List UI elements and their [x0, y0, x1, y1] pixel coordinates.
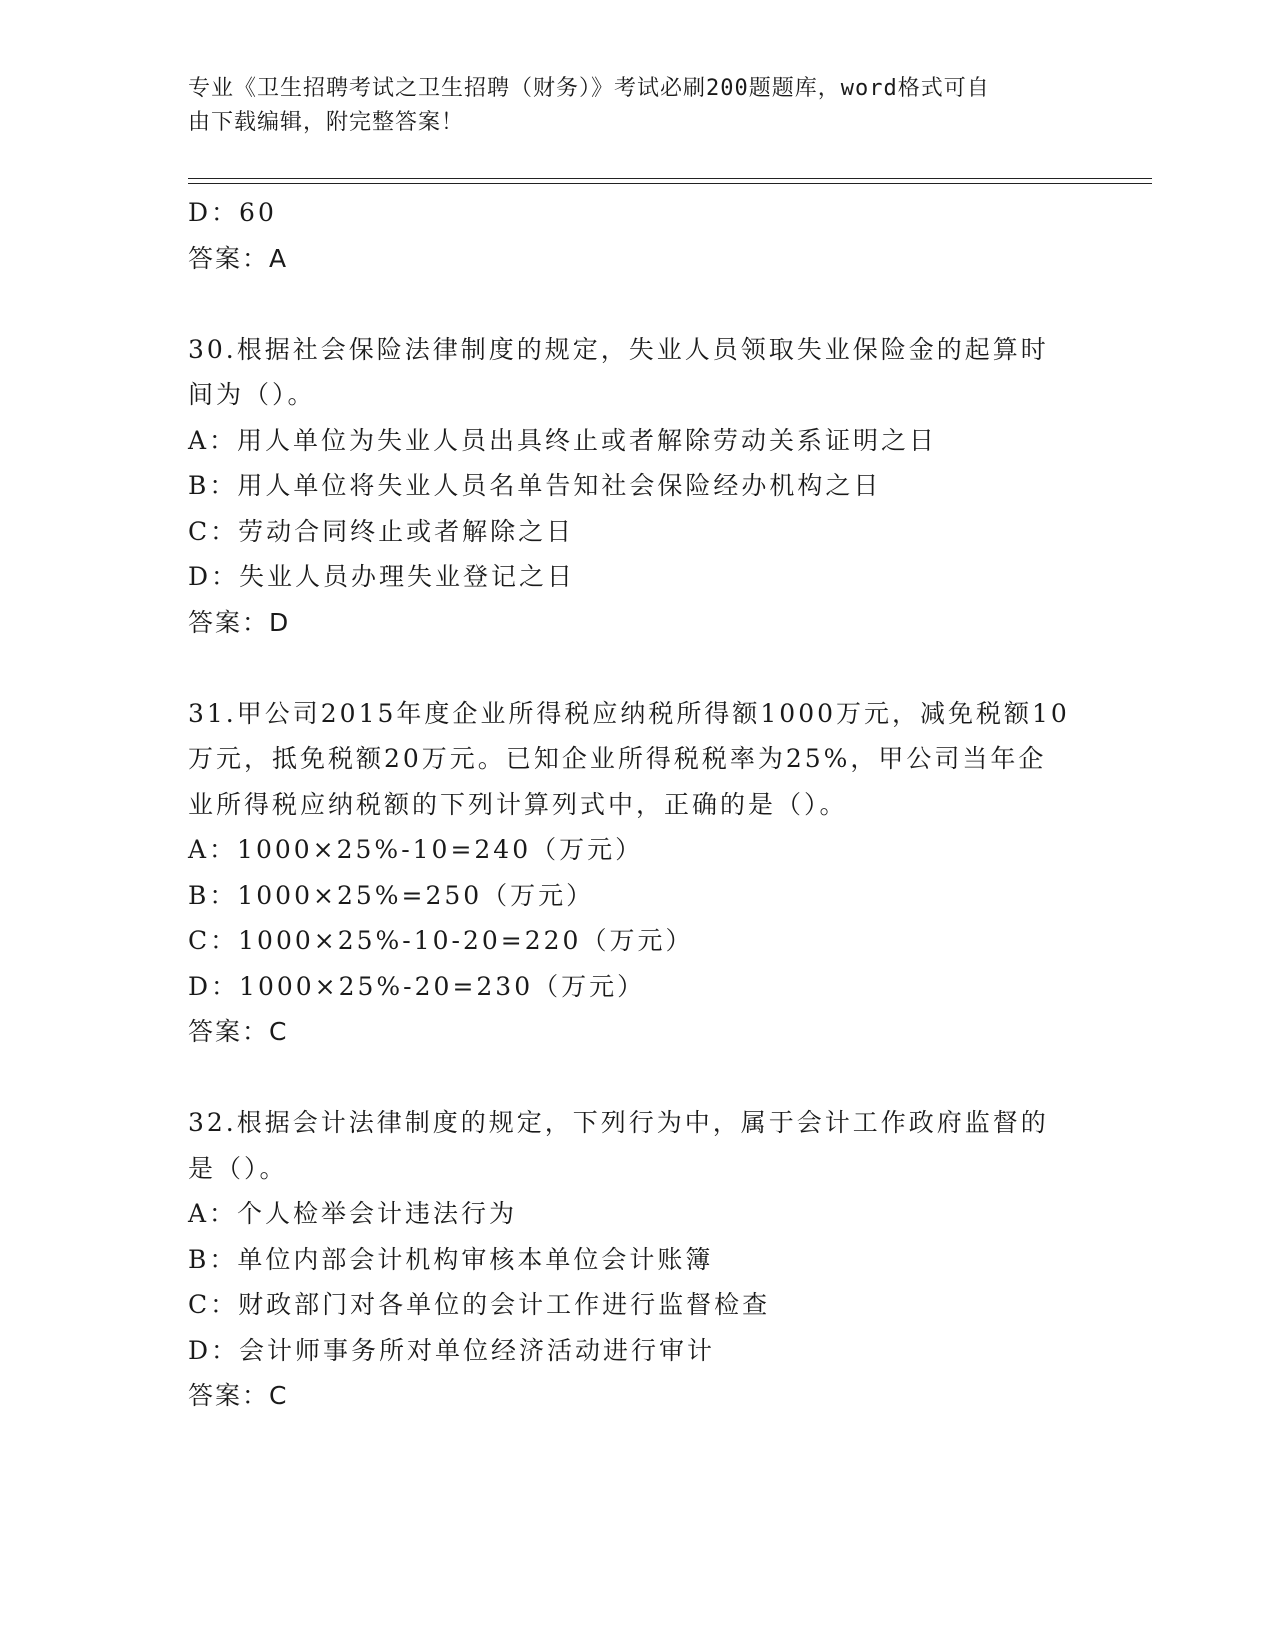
spacer: [188, 1055, 1088, 1101]
option-d: D：失业人员办理失业登记之日: [188, 562, 576, 591]
question-text-line: 31.甲公司2015年度企业所得税应纳税所得额1000万元，减免税额10: [188, 698, 1070, 728]
option-d: D：会计师事务所对单位经济活动进行审计: [188, 1335, 716, 1365]
question-text-line: 业所得税应纳税额的下列计算列式中，正确的是（）。: [188, 789, 848, 819]
answer-line: 答案：A: [188, 243, 289, 273]
question-30: [188, 327, 1088, 646]
answer-line: 答案：C: [188, 1017, 289, 1046]
option-b: B：1000×25%=250（万元）: [188, 880, 595, 910]
header-line-1: 专业《卫生招聘考试之卫生招聘（财务）》考试必刷200题题库，word格式可自: [188, 76, 990, 101]
spacer: [188, 281, 1088, 327]
question-31: [188, 691, 1088, 1055]
previous-question-tail: [188, 190, 1088, 281]
question-text-line: 万元，抵免税额20万元。已知企业所得税税率为25%，甲公司当年企: [188, 744, 1047, 773]
answer-line: 答案：C: [188, 1381, 289, 1410]
option-a: A：用人单位为失业人员出具终止或者解除劳动关系证明之日: [188, 425, 938, 455]
option-a: A：个人检举会计违法行为: [188, 1199, 518, 1228]
question-32: [188, 1100, 1088, 1419]
spacer: [188, 645, 1088, 691]
question-text-line: 30.根据社会保险法律制度的规定，失业人员领取失业保险金的起算时: [188, 334, 1049, 364]
option-b: B：单位内部会计机构审核本单位会计账簿: [188, 1244, 714, 1274]
option-c: C：财政部门对各单位的会计工作进行监督检查: [188, 1290, 771, 1319]
answer-line: 答案：D: [188, 607, 291, 637]
option-c: C：劳动合同终止或者解除之日: [188, 516, 575, 546]
header-divider-top: [188, 178, 1152, 179]
header-line-2: 由下载编辑，附完整答案！: [188, 110, 465, 135]
option-c: C：1000×25%-10-20=220（万元）: [188, 926, 694, 955]
option-b: B：用人单位将失业人员名单告知社会保险经办机构之日: [188, 471, 882, 500]
option-d: D：60: [188, 198, 277, 227]
question-text-line: 32.根据会计法律制度的规定，下列行为中，属于会计工作政府监督的: [188, 1108, 1049, 1137]
page-header: [188, 72, 1068, 140]
document-body: [188, 190, 1088, 1419]
option-d: D：1000×25%-20=230（万元）: [188, 971, 646, 1001]
option-a: A：1000×25%-10=240（万元）: [188, 835, 644, 864]
question-text-line: 间为（）。: [188, 380, 316, 409]
question-text-line: 是（）。: [188, 1153, 288, 1183]
header-divider-bottom: [188, 183, 1152, 184]
